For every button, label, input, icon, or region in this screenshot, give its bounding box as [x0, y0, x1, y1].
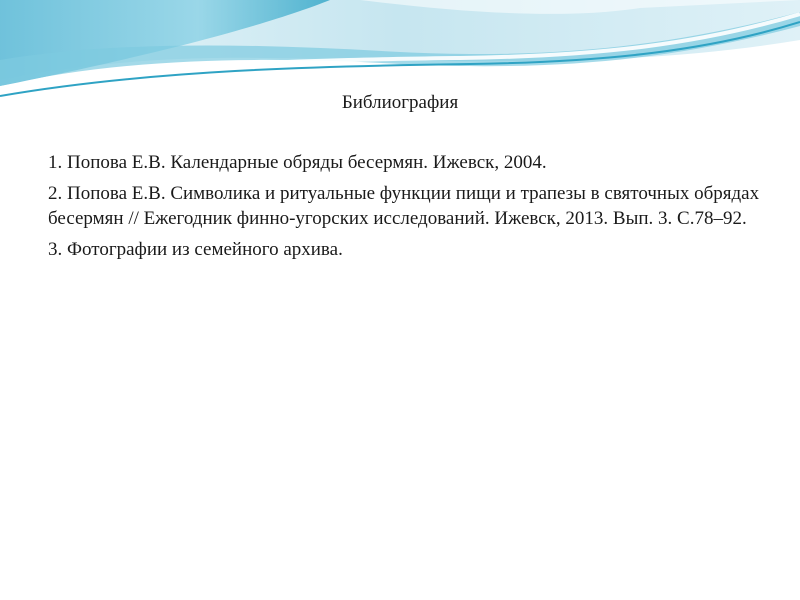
bibliography-item: 3. Фотографии из семейного архива.: [48, 239, 343, 260]
bibliography-item: 2. Попова Е.В. Символика и ритуальные функции пищи и трапезы в святочных обрядах бесермян // Ежегодник финно-угорских исследований. Ижевск, 2013. Вып. 3. С.78–92.: [48, 183, 760, 229]
bibliography-list: [48, 150, 768, 268]
page-title: Библиография: [341, 92, 459, 113]
bibliography-item: 1. Попова Е.В. Календарные обряды бесермян. Ижевск, 2004.: [48, 152, 547, 173]
